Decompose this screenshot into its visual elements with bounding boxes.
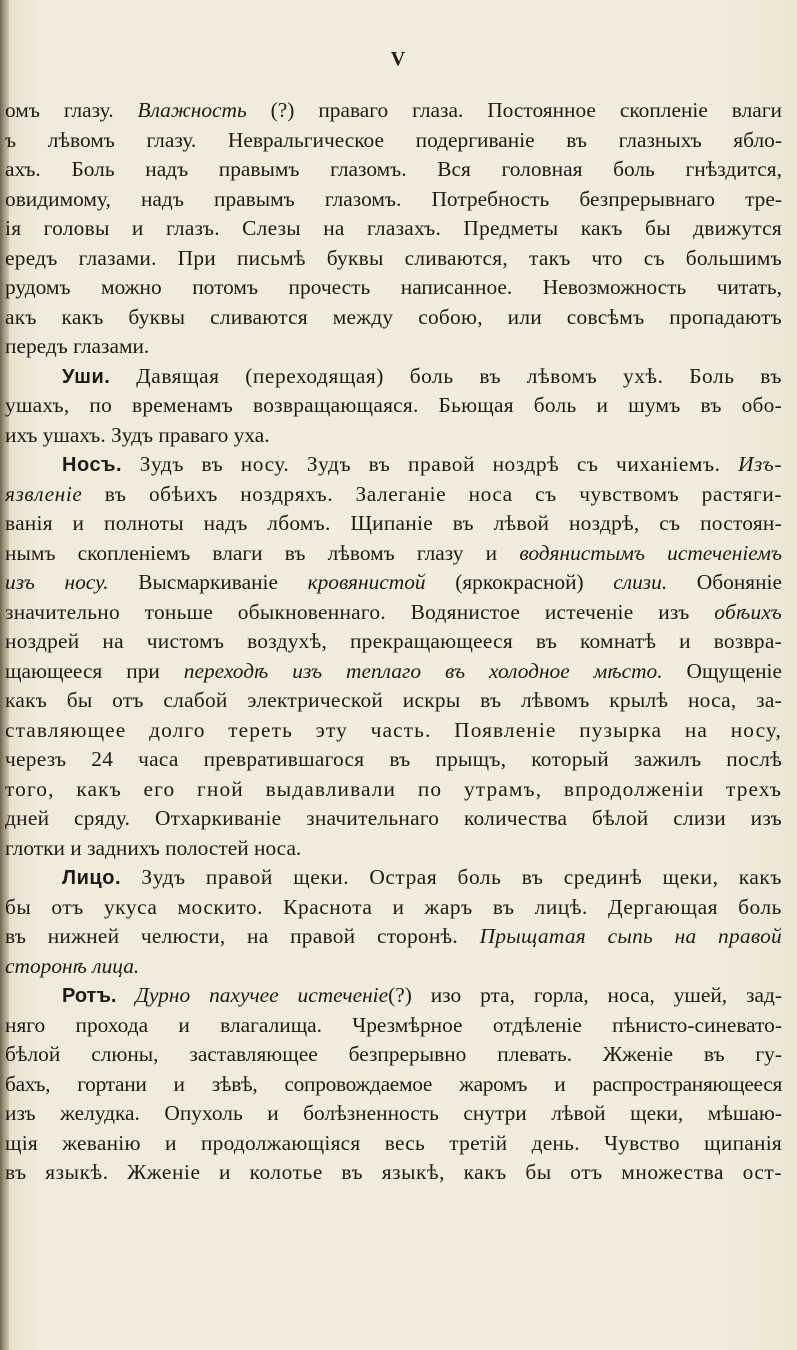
text-line [5, 214, 782, 244]
text-run: омъ глазу. [5, 98, 138, 122]
text-line [5, 568, 782, 598]
italic-run: Прыщатая сыпь на правой [479, 924, 782, 948]
text-run: (?) изо рта, горла, носа, ушей, зад- [388, 983, 782, 1007]
section-heading: Носъ. [62, 454, 123, 476]
text-run: значительно тоньше обыкновеннаго. Водянистое истеченіе изъ [5, 599, 715, 624]
text-run: Зудъ въ носу. Зудъ въ правой ноздрѣ съ чиханіемъ. [122, 452, 739, 476]
text-line [5, 1129, 782, 1159]
text-line [5, 450, 782, 480]
text-line [5, 273, 782, 303]
text-line [5, 657, 782, 687]
italic-run: изъ носу. [5, 570, 109, 594]
italic-run: язвленіе [5, 481, 83, 506]
text-line [5, 421, 782, 451]
italic-run: Изъ- [738, 452, 782, 476]
text-line [5, 126, 782, 156]
text-line [5, 863, 782, 893]
text-run: передъ глазами. [5, 334, 150, 358]
text-run: рудомъ можно потомъ прочесть написанное. Невозможность читать, [5, 275, 782, 299]
text-line [5, 1011, 782, 1041]
text-run [117, 983, 136, 1007]
text-body [5, 96, 782, 1188]
text-run: ихъ ушахъ. Зудъ праваго уха. [5, 422, 270, 447]
section-heading: Лицо. [62, 867, 122, 889]
text-run: изъ желудка. Опухоль и болѣзненность снутри лѣвой щеки, мѣшаю- [5, 1101, 782, 1125]
italic-run: кровянистой [307, 570, 426, 594]
text-run: ставляющее долго тереть эту часть. Появленіе пузырка на носу, [5, 717, 782, 742]
text-run: акъ какъ буквы сливаются между собою, или совсѣмъ пропадаютъ [5, 304, 782, 329]
text-line [5, 391, 782, 421]
text-line [5, 244, 782, 274]
text-run: Зудъ правой щеки. Острая боль въ срединѣ щеки, какъ [121, 865, 782, 889]
text-line [5, 1099, 782, 1129]
text-run: въ нижней челюсти, на правой сторонѣ. [5, 924, 480, 948]
text-run: щающееся при [5, 658, 184, 683]
text-run: Высмаркиваніе [108, 570, 308, 594]
italic-run: обѣихъ [714, 599, 782, 624]
text-run: ванія и полноты надъ лбомъ. Щипаніе въ лѣвой ноздрѣ, съ постоян- [5, 511, 782, 535]
text-run: глотки и заднихъ полостей носа. [5, 835, 302, 860]
text-line [5, 185, 782, 215]
text-line [5, 804, 782, 834]
italic-run: Влажность [137, 98, 247, 122]
page-number: V [390, 48, 407, 70]
text-run: въ обѣихъ ноздряхъ. Залеганіе носа съ чувствомъ растяги- [82, 481, 782, 506]
text-run: Ощущеніе [662, 658, 782, 683]
text-line [5, 981, 782, 1011]
italic-run: слизи. [613, 570, 668, 594]
text-line [5, 627, 782, 657]
text-run: Давящая (переходящая) боль въ лѣвомъ ухѣ. Боль въ [110, 363, 782, 388]
text-run: щія жеванію и продолжающіяся весь третій день. Чувство щипанія [5, 1130, 782, 1155]
italic-run: водянистымъ истеченіемъ [519, 540, 782, 565]
text-line [5, 834, 782, 864]
text-run: ноздрей на чистомъ воздухѣ, прекращающееся въ комнатѣ и возвра- [5, 629, 782, 653]
text-run: Обоняніе [667, 570, 782, 594]
text-run: бы отъ укуса москито. Краснота и жаръ въ лицѣ. Дергающая боль [5, 894, 782, 919]
italic-run: переходѣ изъ теплаго въ холодное мѣсто. [183, 658, 663, 683]
text-line [5, 716, 782, 746]
text-line [5, 598, 782, 628]
section-heading: Ротъ. [62, 985, 117, 1007]
text-line [5, 155, 782, 185]
text-line [5, 539, 782, 569]
text-line [5, 745, 782, 775]
text-run: овидимому, надъ правымъ глазомъ. Потребность безпрерывнаго тре- [5, 186, 782, 211]
text-line [5, 686, 782, 716]
text-line [5, 952, 782, 982]
text-run: няго прохода и влагалища. Чрезмѣрное отдѣленіе пѣнисто-синевато- [5, 1012, 782, 1037]
text-run: ушахъ, по временамъ возвращающаяся. Бьющая боль и шумъ въ обо- [5, 393, 782, 417]
text-line [5, 922, 782, 952]
text-line [5, 303, 782, 333]
text-run: ъ лѣвомъ глазу. Невральгическое подергиваніе въ глазныхъ ябло- [5, 127, 782, 152]
text-run: ахъ. Боль надъ правымъ глазомъ. Вся головная боль гнѣздится, [5, 157, 782, 181]
text-line [5, 1158, 782, 1188]
text-run: черезъ 24 часа превратившагося въ прыщъ, который зажилъ послѣ [5, 747, 782, 771]
text-line [5, 1040, 782, 1070]
italic-run: сторонѣ лица. [5, 953, 140, 978]
text-run: бѣлой слюны, заставляющее безпрерывно плевать. Жженіе въ гу- [5, 1042, 782, 1066]
text-line [5, 362, 782, 392]
text-line [5, 775, 782, 805]
section-heading: Уши. [62, 365, 111, 388]
text-run: бахъ, гортани и зѣвѣ, сопровождаемое жаромъ и распространяющееся [5, 1071, 782, 1096]
text-line [5, 1070, 782, 1100]
text-line [5, 893, 782, 923]
text-run: того, какъ его гной выдавливали по утрамъ, впродолженіи трехъ [5, 776, 782, 801]
text-run: въ языкѣ. Жженіе и колотье въ языкѣ, какъ бы отъ множества ост- [5, 1160, 782, 1184]
text-line [5, 509, 782, 539]
text-line [5, 96, 782, 126]
text-run: дней сряду. Отхаркиваніе значительнаго количества бѣлой слизи изъ [5, 806, 782, 830]
text-run: (яркокрасной) [425, 570, 614, 594]
text-run: (?) праваго глаза. Постоянное скопленіе влаги [246, 98, 782, 122]
text-run: ія головы и глазъ. Слезы на глазахъ. Предметы какъ бы движутся [5, 216, 782, 240]
italic-run: Дурно пахучее истеченіе [135, 983, 389, 1007]
text-run: ередъ глазами. При письмѣ буквы сливаются, такъ что съ большимъ [5, 245, 782, 270]
text-line [5, 480, 782, 510]
text-run: какъ бы отъ слабой электрической искры въ лѣвомъ крылѣ носа, за- [5, 688, 782, 712]
text-run: нымъ скопленіемъ влаги въ лѣвомъ глазу и [5, 540, 520, 565]
text-line [5, 332, 782, 362]
